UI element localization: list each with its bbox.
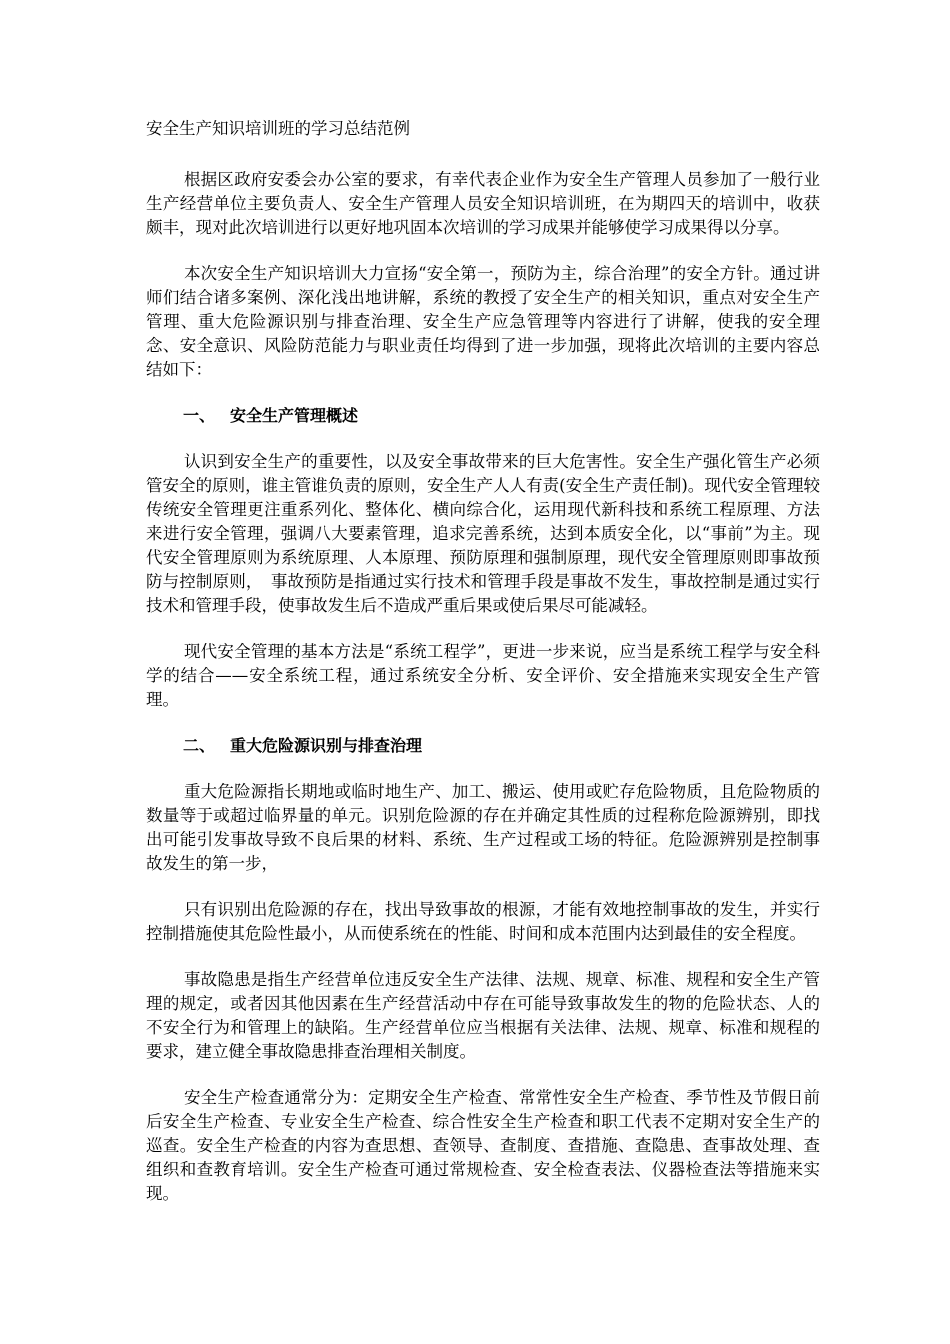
section-number-1: 一、 [183, 406, 216, 425]
paragraph-safety-management: 认识到安全生产的重要性，以及安全事故带来的巨大危害性。安全生产强化管生产必须管安全的原则，谁主管谁负责的原则，安全生产人人有责(安全生产责任制)。现代安全管理较传统安全管理更注重系列化、整体化、横向综合化，运用现代新科技和系统工程原理、方法来进行安全管理，强调八大要素管理，追求完善系统，达到本质安全化，以“事前”为主。现代安全管理原则为系统原理、人本原理、预防原理和强制原理，现代安全管理原则即事故预防与控制原则， 事故预防是指通过实行技术和管理手段是事故不发生，事故控制是通过实行技术和管理手段，使事故发生后不造成严重后果或使后果尽可能减轻。 [146, 452, 820, 615]
document-body [146, 117, 820, 1228]
paragraph-safety-inspection: 安全生产检查通常分为：定期安全生产检查、常常性安全生产检查、季节性及节假日前后安全生产检查、专业安全生产检查、综合性安全生产检查和职工代表不定期对安全生产的巡查。安全生产检查的内容为查思想、查领导、查制度、查措施、查隐患、查事故处理、查组织和查教育培训。安全生产检查可通过常规检查、安全检查表法、仪器检查法等措施来实现。 [146, 1088, 820, 1203]
section-heading-1 [146, 404, 820, 428]
section-number-2: 二、 [183, 736, 216, 755]
paragraph-intro: 根据区政府安委会办公室的要求，有幸代表企业作为安全生产管理人员参加了一般行业生产经营单位主要负责人、安全生产管理人员安全知识培训班，在为期四天的培训中，收获颇丰，现对此次培训进行以更好地巩固本次培训的学习成果并能够使学习成果得以分享。 [146, 170, 820, 237]
paragraph-accident-risk: 事故隐患是指生产经营单位违反安全生产法律、法规、规章、标准、规程和安全生产管理的规定，或者因其他因素在生产经营活动中存在可能导致事故发生的物的危险状态、人的不安全行为和管理上的缺陷。生产经营单位应当根据有关法律、法规、规章、标准和规程的要求，建立健全事故隐患排查治理相关制度。 [146, 970, 820, 1061]
paragraph-system-engineering: 现代安全管理的基本方法是“系统工程学”，更进一步来说，应当是系统工程学与安全科学的结合——安全系统工程，通过系统安全分析、安全评价、安全措施来实现安全生产管理。 [146, 642, 820, 709]
document-title: 安全生产知识培训班的学习总结范例 [146, 119, 410, 138]
section-title-2: 重大危险源识别与排查治理 [230, 736, 423, 755]
section-title-1: 安全生产管理概述 [230, 406, 359, 425]
paragraph-overview: 本次安全生产知识培训大力宣扬“安全第一，预防为主，综合治理”的安全方针。通过讲师们结合诸多案例、深化浅出地讲解，系统的教授了安全生产的相关知识，重点对安全生产管理、重大危险源识别与排查治理、安全生产应急管理等内容进行了讲解，使我的安全理念、安全意识、风险防范能力与职业责任均得到了进一步加强，现将此次培训的主要内容总结如下： [146, 264, 820, 379]
paragraph-hazard-control: 只有识别出危险源的存在，找出导致事故的根源，才能有效地控制事故的发生，并实行控制措施使其危险性最小，从而使系统在的性能、时间和成本范围内达到最佳的安全程度。 [146, 900, 820, 943]
paragraph-hazard-definition: 重大危险源指长期地或临时地生产、加工、搬运、使用或贮存危险物质，且危险物质的数量等于或超过临界量的单元。识别危险源的存在并确定其性质的过程称危险源辨别，即找出可能引发事故导致不良后果的材料、系统、生产过程或工场的特征。危险源辨别是控制事故发生的第一步， [146, 782, 820, 873]
section-heading-2 [146, 734, 820, 758]
